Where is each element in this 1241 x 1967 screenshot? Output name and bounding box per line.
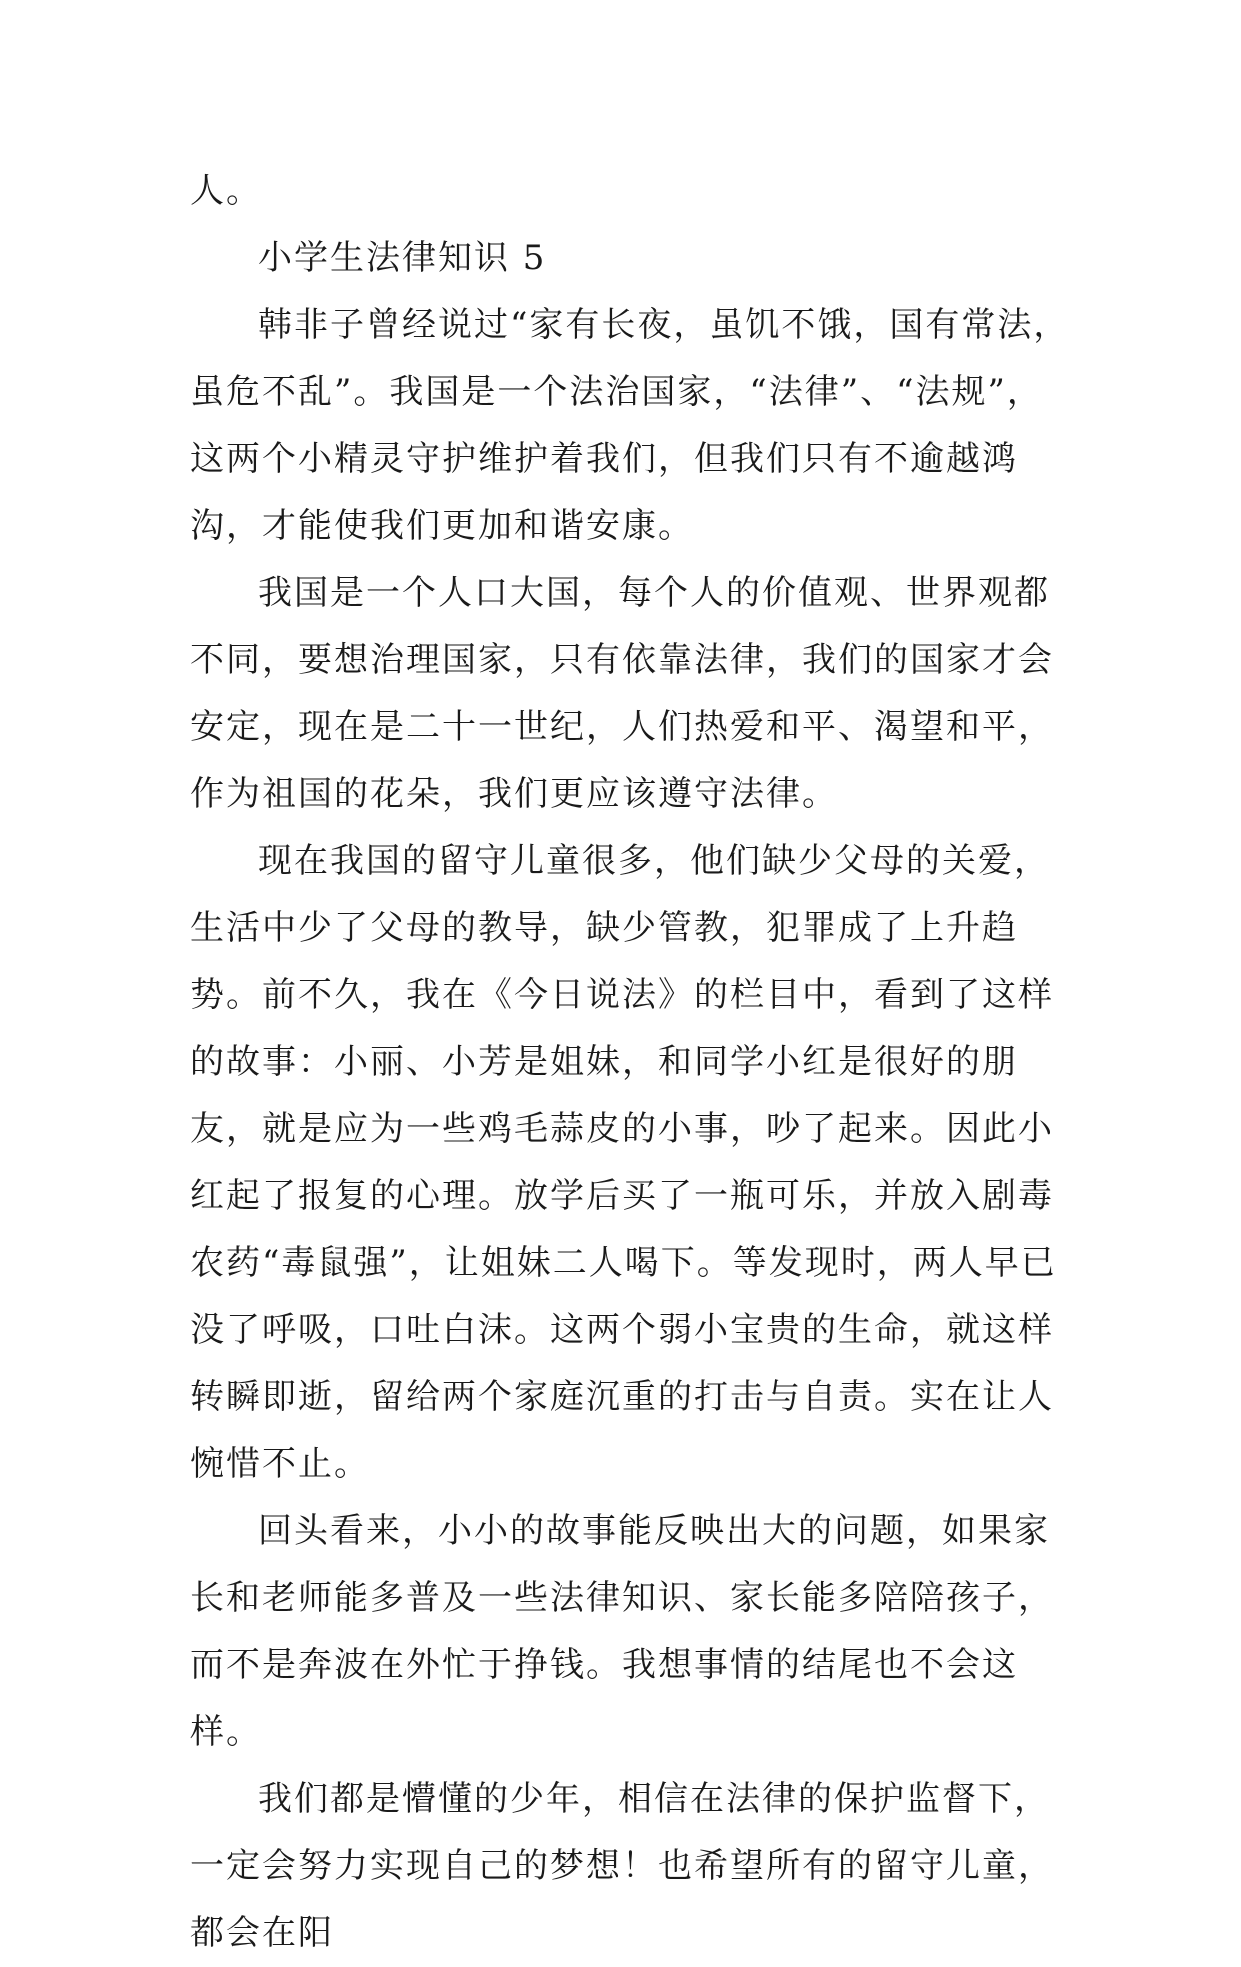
- paragraph-5: 我们都是懵懂的少年，相信在法律的保护监督下，一定会努力实现自己的梦想！也希望所有的留守儿童，都会在阳: [190, 1779, 1054, 1953]
- paragraph-4: 回头看来，小小的故事能反映出大的问题，如果家长和老师能多普及一些法律知识、家长能多陪陪孩子，而不是奔波在外忙于挣钱。我想事情的结尾也不会这样。: [190, 1511, 1054, 1752]
- document-body: [190, 158, 1070, 1967]
- carryover-text: 人。: [190, 171, 262, 211]
- paragraph-1: 韩非子曾经说过“家有长夜，虽饥不饿，国有常法，虽危不乱”。我国是一个法治国家，“法律”、“法规”，这两个小精灵守护维护着我们，但我们只有不逾越鸿沟，才能使我们更加和谐安康。: [190, 305, 1070, 546]
- paragraph-2: 我国是一个人口大国，每个人的价值观、世界观都不同，要想治理国家，只有依靠法律，我们的国家才会安定，现在是二十一世纪，人们热爱和平、渴望和平，作为祖国的花朵，我们更应该遵守法律。: [190, 573, 1054, 814]
- paragraph-3: 现在我国的留守儿童很多，他们缺少父母的关爱，生活中少了父母的教导，缺少管教，犯罪成了上升趋势。前不久，我在《今日说法》的栏目中，看到了这样的故事：小丽、小芳是姐妹，和同学小红是很好的朋友，就是应为一些鸡毛蒜皮的小事，吵了起来。因此小红起了报复的心理。放学后买了一瓶可乐，并放入剧毒农药“毒鼠强”，让姐妹二人喝下。等发现时，两人早已没了呼吸，口吐白沫。这两个弱小宝贵的生命，就这样转瞬即逝，留给两个家庭沉重的打击与自责。实在让人惋惜不止。: [190, 841, 1057, 1484]
- section-heading: 小学生法律知识 5: [258, 238, 547, 278]
